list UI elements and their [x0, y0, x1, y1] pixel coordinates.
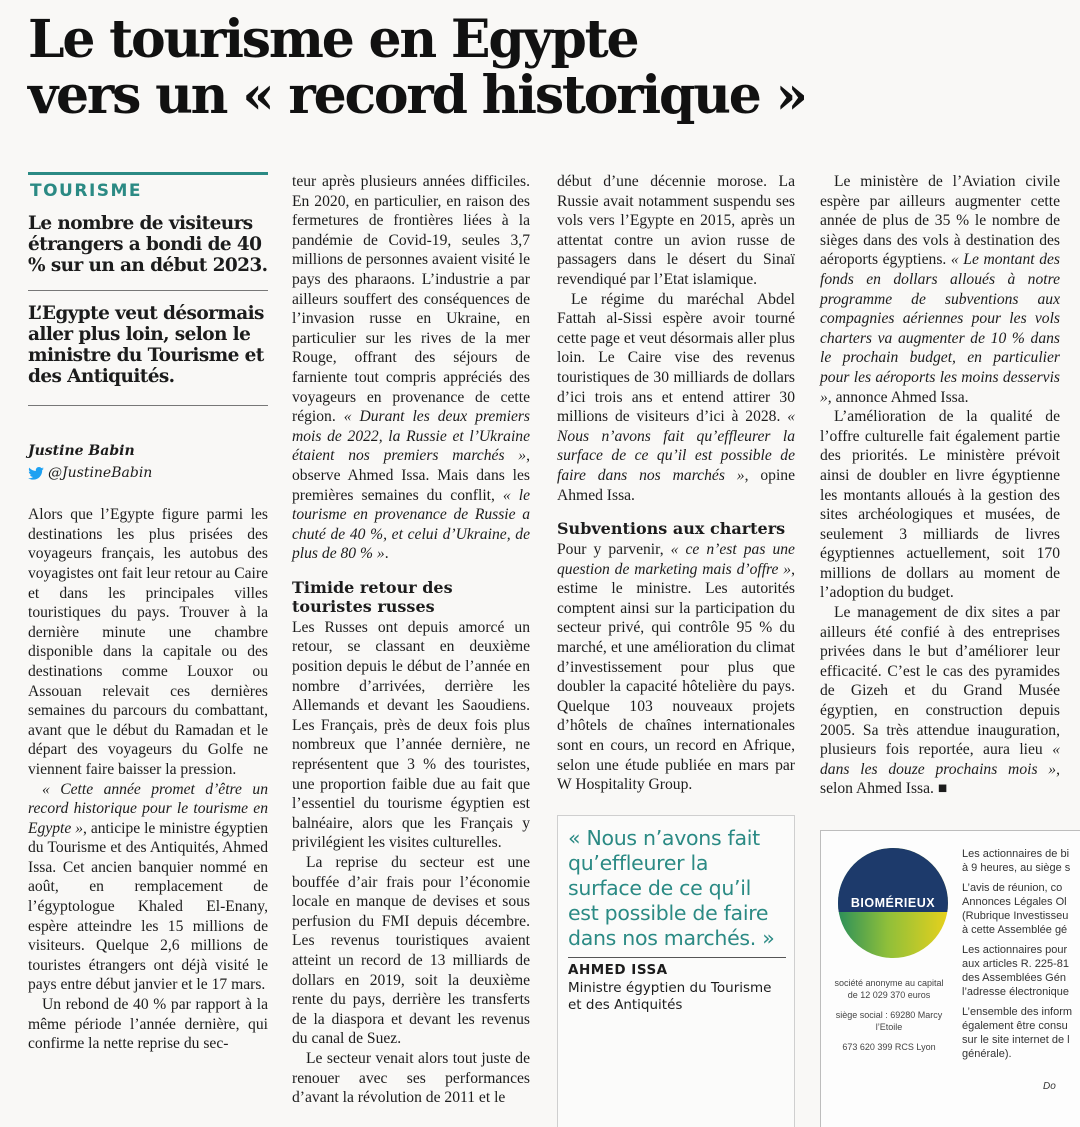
- company-headquarters: siège social : 69280 Marcy l’Etoile: [835, 1010, 943, 1032]
- advertisement[interactable]: [820, 830, 1080, 1127]
- inline-quote: « Cette année promet d’être un record historique pour le tourisme en Egypte »: [28, 780, 268, 837]
- end-mark: ■: [937, 780, 948, 798]
- column-4: [820, 172, 1060, 799]
- section-rubric: TOURISME: [28, 172, 268, 205]
- inline-quote: « ce n’est pas une question de marketing mais d’offre »: [557, 541, 795, 578]
- company-info: [829, 977, 949, 1061]
- ad-signature: Do: [1043, 1081, 1056, 1092]
- divider: [568, 957, 786, 958]
- body-paragraph: teur après plusieurs années difficiles. En 2020, en particulier, en raison des fermetures de frontières liées à la pandémie de Covid-19, seules 3,7 millions de personnes avaient visité le pays des pharaons. L’industrie a par ailleurs souffert des conséquences de l’invasion russe en Ukraine, en particulier sur les rives de la mer Rouge, offrant des séjours de farniente tout compris appréciés des voyageurs en provenance de cette région. « Durant les deux premiers mois de 2022, la Russie et l’Ukraine étaient nos premiers marchés », observe Ahmed Issa. Mais dans les premières semaines du conflit, « le tourisme en provenance de Russie a chuté de 40 %, et celui d’Ukraine, de plus de 80 % ».: [292, 173, 531, 563]
- inline-quote: « Le montant des fonds en dollars alloués à notre programme de subventions aux compagnies aériennes pour les vols charters va augmenter de 10 % dans le prochain budget, en particulier pour les aéroports les moins desservis »: [820, 251, 1060, 406]
- inline-quote: « le tourisme en provenance de Russie a chuté de 40 %, et celui d’Ukraine, de plus de 80 % »: [292, 486, 530, 563]
- body-paragraph: Un rebond de 40 % par rapport à la même période l’année dernière, qui confirme la nette reprise du sec-: [28, 996, 268, 1053]
- column-1: [28, 172, 268, 1054]
- ad-brand: BIOMÉRIEUX: [850, 896, 936, 910]
- author-twitter[interactable]: [28, 464, 268, 484]
- body-paragraph: Le régime du maréchal Abdel Fattah al-Sissi espère avoir tourné cette page et veut désormais aller plus loin. Le Caire vise des revenus touristiques de 30 milliards de dollars d’ici trois ans et entend attirer 30 millions de visiteurs d’ici à 2028. « Nous n’avons fait qu’effleurer la surface de ce qu’il est possible de faire dans nos marchés », opine Ahmed Issa.: [557, 290, 796, 504]
- company-capital: société anonyme au capital de 12 029 370 euros: [834, 978, 944, 1000]
- body-paragraph: Les Russes ont depuis amorcé un retour, se classant en deuxième position depuis le début de l’année en nombre d’arrivées, derrière les Allemands et devant les Saoudiens. Les Français, près de deux fois plus nombreux que l’année dernière, ne représentent que 3 % des touristes, une proportion faible due au fait que l’essentiel du tourisme égyptien est balnéaire, alors que les Français y privilégient les visites culturelles.: [292, 618, 530, 852]
- body-paragraph: Le management de dix sites a par ailleurs été confié à des entreprises privées dans le but d’améliorer leur efficacité. C’est le cas des pyramides de Gizeh et du Grand Musée égyptien, en construction depuis 2005. Sa très attendue inauguration, plusieurs fois reportée, aura lieu « dans les douze prochains mois », selon Ahmed Issa. ■: [820, 604, 1060, 798]
- headline: [28, 9, 1068, 126]
- body-paragraph: Le secteur venait alors tout juste de renouer avec ses performances d’avant la révolution de 2011 et le: [292, 1049, 530, 1107]
- pull-quote: [557, 815, 795, 1127]
- lead-paragraph-1: Le nombre de visiteurs étrangers a bondi de 40 % sur un an début 2023.: [28, 213, 268, 291]
- twitter-bird-icon: [28, 467, 44, 480]
- pull-quote-text: « Nous n’avons fait qu’effleurer la surface de ce qu’il est possible de faire dans nos marchés. »: [568, 826, 775, 950]
- body-paragraph: Pour y parvenir, « ce n’est pas une question de marketing mais d’offre », estime le ministre. Les autorités comptent ainsi sur la participation du secteur privé, qui contrôle 95 % du marché, et une amélioration du climat d’investissement pour plus que doubler la capacité hôtelière du pays. Quelque 103 nouveaux projets d’hôtels de chaînes internationales sont en cours, un record en Afrique, selon une étude publiée en mars par W Hospitality Group.: [557, 541, 795, 794]
- author-handle[interactable]: @JustineBabin: [48, 464, 153, 481]
- ad-notice-text: Les actionnaires de bi à 9 heures, au siège s L’avis de réunion, co Annonces Légales Ol (Rubrique Investisseu à cette Assemblée gé Les actionnaires pour aux articles R. 225-81 des Assemblées Gén l’adresse électronique L’ensemble des inform également être consu sur le site internet de l générale).: [962, 848, 1073, 1060]
- subheading: Subventions aux charters: [557, 519, 786, 539]
- body-paragraph: Alors que l’Egypte figure parmi les destinations les plus prisées des voyageurs français, les autobus des voyagistes ont fait leur retour au Caire et dans les principales villes touristiques du pays. Trouver à la dernière minute une chambre disponible dans la capitale ou des destinations comme Louxor ou Assouan relevait ces dernières semaines du parcours du combattant, avant que le début du Ramadan et le départ des voyageurs du Golfe ne viennent faire baisser la pression.: [28, 506, 268, 778]
- body-paragraph: début d’une décennie morose. La Russie avait notamment suspendu ses vols vers l’Egypte en 2015, après un attentat contre un avion russe de passagers dans le désert du Sinaï revendiqué par l’Etat islamique.: [557, 173, 795, 288]
- pull-quote-author: AHMED ISSA: [568, 962, 668, 978]
- biomerieux-logo: [837, 847, 949, 959]
- subheading: Timide retour des touristes russes: [292, 577, 453, 616]
- pull-quote-role: Ministre égyptien du Tourisme et des Antiquités: [568, 980, 772, 1013]
- inline-quote: « Nous n’avons fait qu’effleurer la surface de ce qu’il est possible de faire dans nos marchés »: [557, 408, 795, 484]
- headline-line-2: vers un « record historique »: [28, 65, 806, 126]
- body-paragraph: La reprise du secteur est une bouffée d’air frais pour l’économie locale en manque de devises et sous perfusion du FMI depuis décembre. Les revenus touristiques avaient atteint un record de 13 milliards de dollars en 2019, soit la deuxième rente du pays, derrière les transferts de la diaspora et devant les revenus du canal de Suez.: [292, 854, 530, 1048]
- body-paragraph: L’amélioration de la qualité de l’offre culturelle fait également partie des priorités. Le ministère prévoit ainsi de doubler en livre égyptienne les montants alloués à la gestion des sites archéologiques et musées, de seulement 3 milliards de livres égyptiennes actuellement, soit 170 millions de dollars au moment de l’adoption du budget.: [820, 408, 1060, 602]
- inline-quote: « Durant les deux premiers mois de 2022, la Russie et l’Ukraine étaient nos premiers marchés »: [292, 408, 531, 465]
- headline-line-1: Le tourisme en Egypte: [28, 9, 638, 70]
- column-3: [557, 172, 795, 795]
- author-name: Justine Babin: [28, 443, 135, 459]
- inline-quote: « dans les douze prochains mois »: [820, 741, 1060, 778]
- company-rcs: 673 620 399 RCS Lyon: [842, 1042, 936, 1052]
- body-paragraph: « Cette année promet d’être un record historique pour le tourisme en Egypte », anticipe le ministre égyptien du Tourisme et des Antiquités, Ahmed Issa. Cet ancien banquier nommé en août, en remplacement de l’égyptologue Khaled El-Enany, espère atteindre les 15 millions de visiteurs. Quelque 2,6 millions de touristes étrangers ont déjà visité le pays entre début janvier et le 17 mars.: [28, 780, 268, 994]
- column-2: [292, 172, 530, 1108]
- lead-paragraph-2: L’Egypte veut désormais aller plus loin, selon le ministre du Tourisme et des Antiquités.: [28, 303, 268, 406]
- body-paragraph: Le ministère de l’Aviation civile espère par ailleurs augmenter cette année de plus de 35 % le nombre de sièges dans des vols à destination des aéroports égyptiens. « Le montant des fonds en dollars alloués à notre programme de subventions aux compagnies aériennes pour les vols charters va augmenter de 10 % dans le prochain budget, en particulier pour les aéroports les moins desservis », annonce Ahmed Issa.: [820, 173, 1060, 406]
